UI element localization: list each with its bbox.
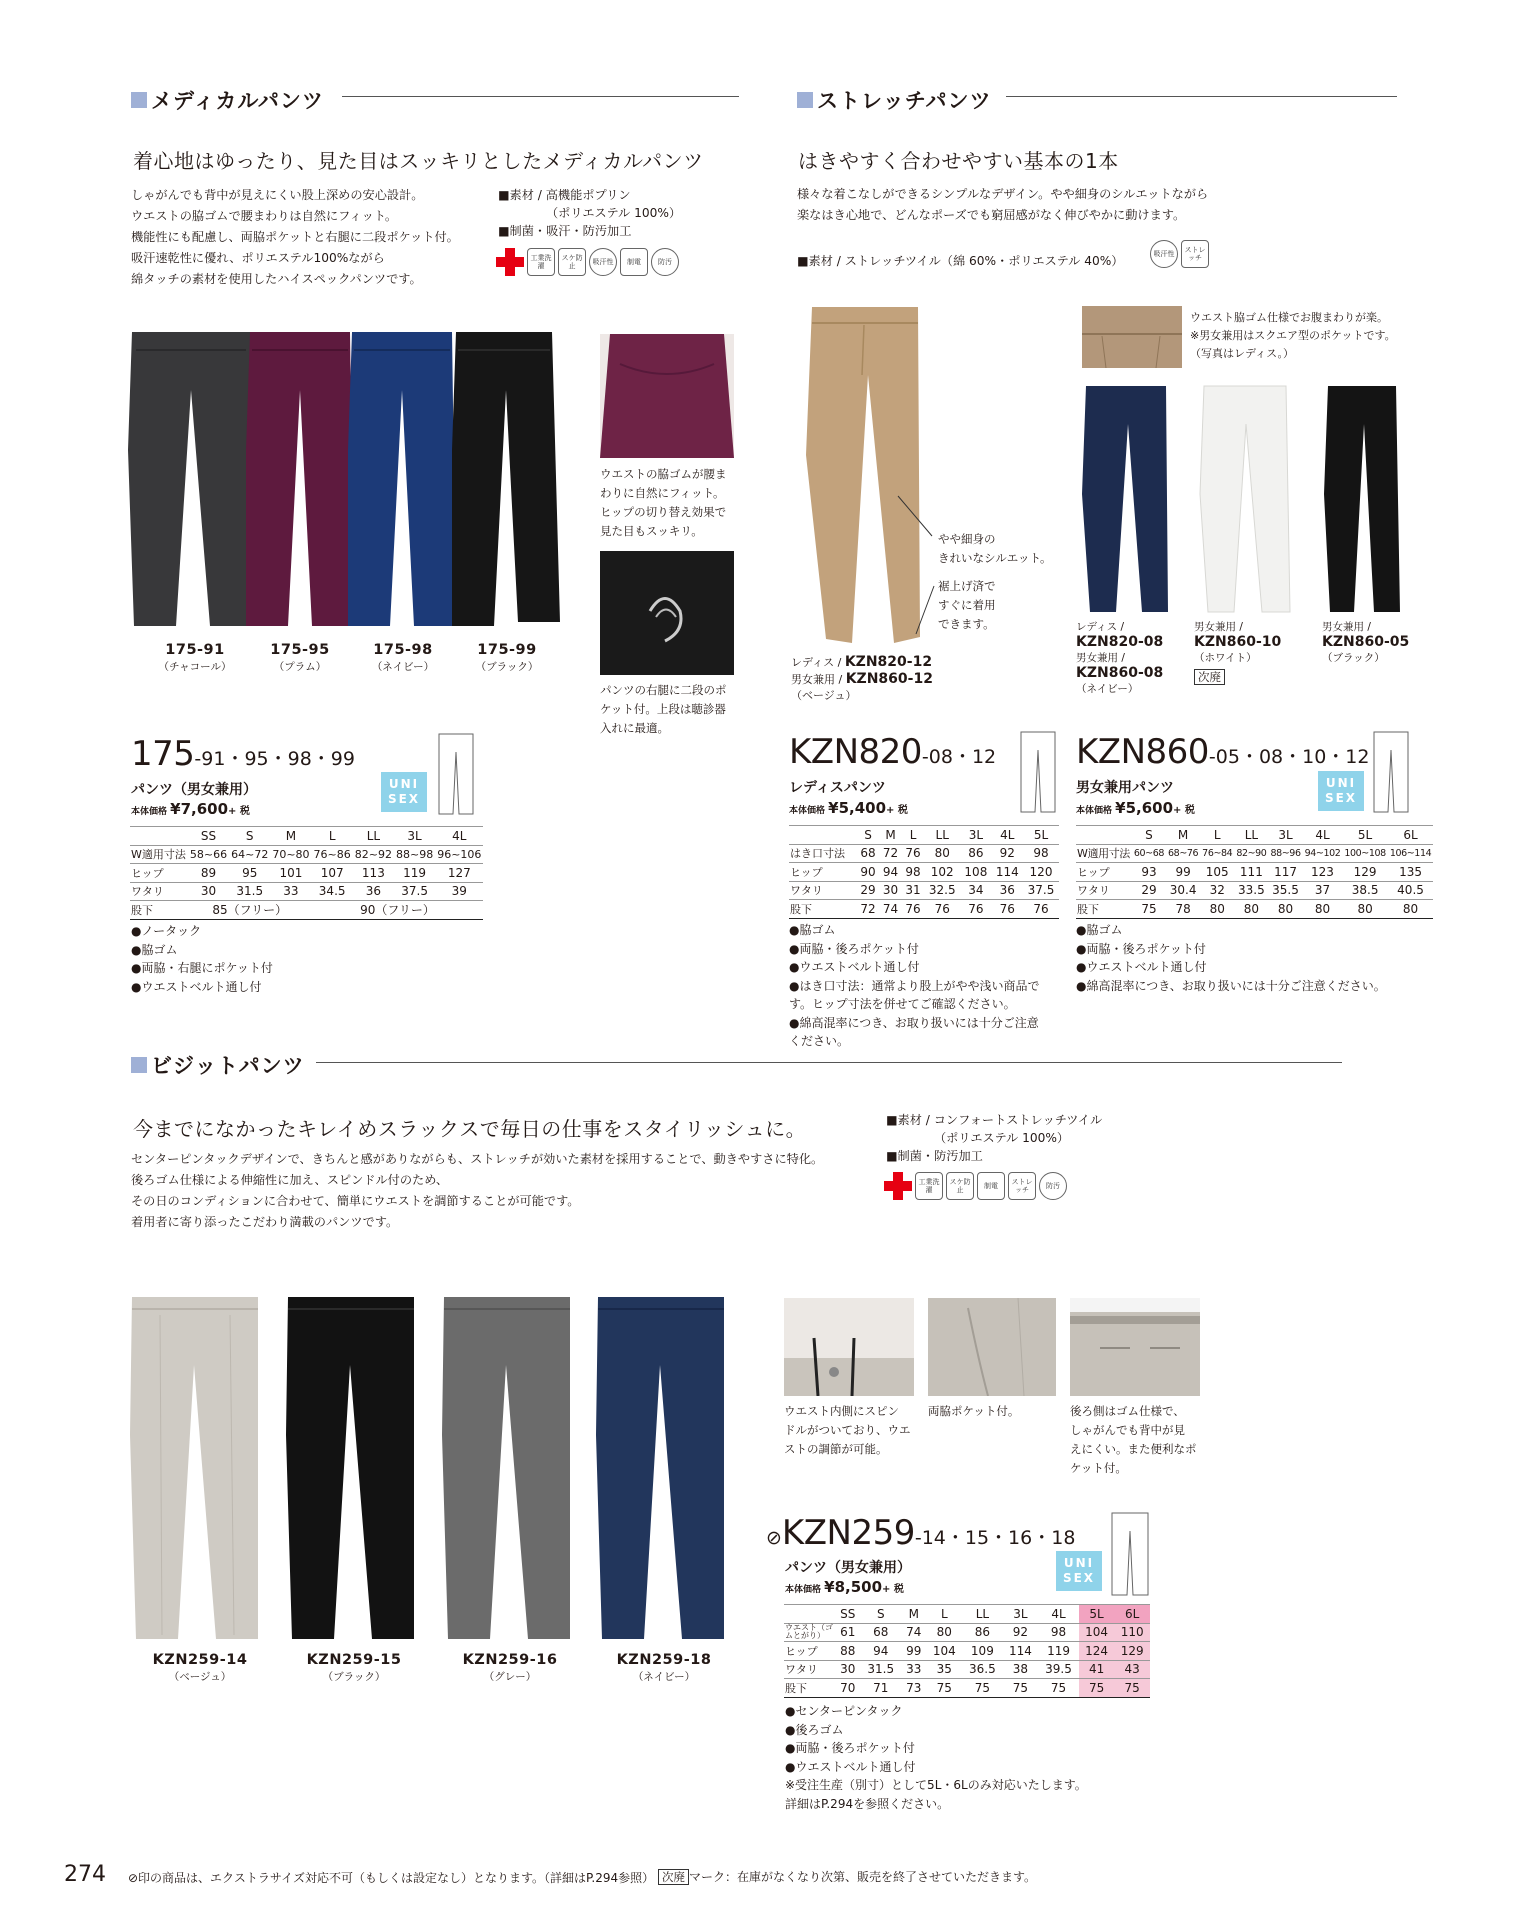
visit-caption-1: KZN259-14 （ベージュ）: [152, 1652, 248, 1683]
sweat-absorb-icon: 吸汗性: [589, 248, 617, 276]
section-rule: [1006, 96, 1397, 97]
pant-kzn860-05: [1324, 386, 1400, 612]
pant-kzn860-10: [1200, 386, 1290, 612]
kzn259-size-table: [784, 1604, 1150, 1698]
stretch-main-note-1: やや細身の きれいなシルエット。: [938, 532, 1052, 565]
kzn860-price: 本体価格 ¥5,600+ 税: [1076, 799, 1195, 817]
section-marker: [131, 92, 147, 108]
table-row: SS S M L LL 3L 4L 5L 6L: [784, 1605, 1150, 1624]
detail-photo-waist: [600, 334, 734, 458]
stretch-icon: ストレッチ: [1008, 1172, 1036, 1200]
table-row: S M L LL 3L 4L 5L: [789, 826, 1059, 845]
kzn820-product-number: KZN820-08・12: [789, 732, 997, 772]
kzn259-features: ●センターピンタック ●後ろゴム ●両脇・後ろポケット付 ●ウエストベルト通し付 ※受注生産（別寸）として5L・6Lのみ対応いたします。 詳細はP.294を参照ください。: [785, 1704, 1087, 1811]
table-row: ワタリ 29 30 31 32.5 34 36 37.5: [789, 881, 1059, 900]
section-title-visit: ビジットパンツ: [131, 1050, 305, 1080]
kzn820-product-name: レディスパンツ: [789, 780, 886, 796]
discontinue-mark: 次廃: [658, 1869, 689, 1885]
stretch-small-caption-2: 男女兼用 / KZN860-10 （ホワイト） 次廃: [1194, 621, 1282, 684]
medical-caption-1: 175-91 （チャコール）: [158, 642, 232, 673]
stretch-small-pants-photos: [1082, 384, 1422, 616]
table-row: 股下 72 74 76 76 76 76 76: [789, 900, 1059, 919]
detail-photo-side-pocket: [928, 1298, 1056, 1396]
pant-kzn820-08: [1082, 386, 1168, 612]
kzn820-size-table: [789, 825, 1059, 919]
stretch-small-caption-3: 男女兼用 / KZN860-05 （ブラック）: [1322, 621, 1410, 664]
pant-175-99: [452, 332, 560, 626]
medical-caption-3: 175-98 （ネイビー）: [371, 642, 435, 673]
stretch-waist-note: ウエスト脇ゴム仕様でお腹まわりが楽。 ※男女兼用はスクエア型のポケットです。 （写真はレディス。）: [1190, 311, 1396, 360]
stretch-waist-photo: [1082, 306, 1182, 368]
sweat-absorb-icon: 吸汗性: [1150, 240, 1178, 268]
pant-175-95: [246, 332, 354, 626]
pant-line-drawing-icon: [1019, 730, 1057, 814]
footer-note-discontinue: 次廃 マーク：在庫がなくなり次第、販売を終了させていただきます。: [658, 1868, 1036, 1885]
kzn860-product-name: 男女兼用パンツ: [1076, 780, 1174, 796]
section-marker: [797, 92, 813, 108]
visit-pants-photos: [130, 1295, 730, 1645]
medical-product-number: 175-91・95・98・99: [131, 734, 355, 774]
stretch-main-note-2: 裾上げ済で すぐに着用 できます。: [938, 579, 996, 631]
medical-pants-photos: [128, 330, 588, 630]
medical-size-table: [130, 826, 483, 920]
visit-body: センターピンタックデザインで、きちんと感がありながらも、ストレッチが効いた素材を採用することで、動きやすさに特化。 後ろゴム仕様による伸縮性に加え、スピンドル付のため、 その日のコンディションに合わせて、簡単にウエストを調節することが可能です。 着用者に寄り添ったこだわり満載のパンツです。: [131, 1152, 824, 1229]
section-marker: [131, 1057, 147, 1073]
section-rule: [316, 1062, 1342, 1063]
table-row: W適用寸法 60~68 68~76 76~84 82~90 88~96 94~102 100~108 106~114: [1076, 844, 1433, 863]
stain-resist-icon: 防汚: [651, 248, 679, 276]
section-title-medical: メディカルパンツ: [131, 85, 324, 115]
table-row: ヒップ 90 94 98 102 108 114 120: [789, 863, 1059, 882]
table-row: ワタリ 29 30.4 32 33.5 35.5 37 38.5 40.5: [1076, 881, 1433, 900]
pant-kzn259-18: [596, 1297, 724, 1639]
table-row: はき口寸法 68 72 76 80 86 92 98: [789, 844, 1059, 863]
detail-note-waist: ウエストの脇ゴムが腰ま わりに自然にフィット。 ヒップの切り替え効果で 見た目もスッキリ。: [600, 467, 727, 538]
sek-cross-icon: [496, 248, 524, 276]
pant-175-91: [128, 332, 256, 626]
visit-caption-4: KZN259-18 （ネイビー）: [616, 1652, 712, 1683]
detail-note-pocket: パンツの右腿に二段のポ ケット付。上段は聴診器 入れに最適。: [600, 683, 727, 735]
visit-material: ■素材 / コンフォートストレッチツイル （ポリエステル 100%） ■制菌・防汚加工: [886, 1113, 1103, 1163]
unisex-badge: UNI SEX: [381, 772, 427, 812]
anti-static-icon: 制電: [977, 1172, 1005, 1200]
stretch-headline: はきやすく合わせやすい基本の1本: [798, 149, 1119, 173]
kzn860-product-number: KZN860-05・08・10・12: [1076, 732, 1370, 772]
detail-note-side-pocket: 両脇ポケット付。: [928, 1404, 1020, 1418]
medical-material: ■素材 / 高機能ポプリン （ポリエステル 100%） ■制菌・吸汗・防汚加工: [498, 188, 682, 238]
table-row: ウエスト（ゴムとがり） 61 68 74 80 86 92 98 104 110: [784, 1623, 1150, 1642]
section-title-stretch: ストレッチパンツ: [797, 85, 992, 115]
medical-body: しゃがんでも背中が見えにくい股上深めの安心設計。 ウエストの脇ゴムで腰まわりは自然にフィット。 機能性にも配慮し、両脇ポケットと右腿に二段ポケット付。 吸汗速乾性に優れ、ポリエステル100%ながら 綿タッチの素材を使用したハイスペックパンツです。: [131, 188, 459, 286]
pant-line-drawing-icon: [437, 732, 475, 816]
medical-caption-2: 175-95 （プラム）: [270, 642, 330, 673]
kzn259-product-name: パンツ（男女兼用）: [785, 1560, 911, 1576]
table-row: W適用寸法 58~66 64~72 70~80 76~86 82~92 88~98 96~106: [130, 845, 483, 864]
detail-note-back-elastic: 後ろ側はゴム仕様で、 しゃがんでも背中が見 えにくい。また便利なポ ケット付。: [1070, 1404, 1197, 1475]
table-row: ワタリ 30 31.5 33 34.5 36 37.5 39: [130, 882, 483, 901]
visit-function-badges: [884, 1172, 1067, 1200]
medical-function-badges: [496, 248, 679, 276]
page-number: 274: [64, 1862, 106, 1887]
visit-caption-3: KZN259-16 （グレー）: [462, 1652, 558, 1683]
section-rule: [342, 96, 739, 97]
pant-kzn259-16: [442, 1297, 570, 1639]
table-row: ヒップ 93 99 105 111 117 123 129 135: [1076, 863, 1433, 882]
stain-resist-icon: 防汚: [1039, 1172, 1067, 1200]
table-row: 股下 70 71 73 75 75 75 75 75 75: [784, 1679, 1150, 1698]
anti-see-through-icon: スケ防止: [558, 248, 586, 276]
unisex-badge: UNI SEX: [1056, 1551, 1102, 1591]
industrial-wash-icon: 工業洗濯: [915, 1172, 943, 1200]
medical-caption-4: 175-99 （ブラック）: [475, 642, 539, 673]
table-row: 股下 75 78 80 80 80 80 80 80: [1076, 900, 1433, 919]
anti-see-through-icon: スケ防止: [946, 1172, 974, 1200]
medical-headline: 着心地はゆったり、見た目はスッキリとしたメディカルパンツ: [133, 149, 704, 173]
kzn820-features: ●脇ゴム ●両脇・後ろポケット付 ●ウエストベルト通し付 ●はき口寸法：通常より股上がやや浅い商品で す。ヒップ寸法を併せてご確認ください。 ●綿高混率につき、お取り扱いには十分ご注意 ください。: [789, 923, 1040, 1048]
discontinue-mark: 次廃: [1194, 669, 1225, 685]
kzn860-size-table: [1076, 825, 1433, 919]
medical-product-name: パンツ（男女兼用）: [131, 782, 257, 798]
pant-kzn259-14: [130, 1297, 258, 1639]
detail-photo-pocket: [600, 551, 734, 675]
kzn860-features: ●脇ゴム ●両脇・後ろポケット付 ●ウエストベルト通し付 ●綿高混率につき、お取り扱いには十分ご注意ください。: [1076, 923, 1386, 993]
industrial-wash-icon: 工業洗濯: [527, 248, 555, 276]
no-extra-size-mark: ⊘: [766, 1527, 782, 1549]
table-row: ワタリ 30 31.5 33 35 36.5 38 39.5 41 43: [784, 1660, 1150, 1679]
pant-kzn259-15: [286, 1297, 414, 1639]
medical-price: 本体価格 ¥7,600+ 税: [131, 800, 250, 818]
pant-line-drawing-icon: [1110, 1511, 1150, 1597]
medical-features: ●ノータック ●脇ゴム ●両脇・右腿にポケット付 ●ウエストベルト通し付: [131, 924, 273, 994]
kzn259-product-number: ⊘KZN259-14・15・16・18: [766, 1513, 1076, 1553]
anti-static-icon: 制電: [620, 248, 648, 276]
pant-175-98: [348, 332, 456, 626]
table-row: S M L LL 3L 4L 5L 6L: [1076, 826, 1433, 845]
table-row: ヒップ 89 95 101 107 113 119 127: [130, 864, 483, 883]
sek-cross-icon: [884, 1172, 912, 1200]
kzn259-price: 本体価格 ¥8,500+ 税: [785, 1578, 904, 1596]
detail-photo-spindle: [784, 1298, 914, 1396]
table-row: ヒップ 88 94 99 104 109 114 119 124 129: [784, 1642, 1150, 1661]
kzn820-price: 本体価格 ¥5,400+ 税: [789, 799, 908, 817]
detail-note-spindle: ウエスト内側にスピン ドルがついており、ウエ ストの調節が可能。: [784, 1404, 911, 1456]
stretch-material: ■素材 / ストレッチツイル（綿 60%・ポリエステル 40%）: [797, 254, 1124, 268]
stretch-main-caption: レディス / KZN820-12 男女兼用 / KZN860-12 （ベージュ）: [791, 654, 933, 702]
detail-photo-back-elastic: [1070, 1298, 1200, 1396]
visit-headline: 今までになかったキレイめスラックスで毎日の仕事をスタイリッシュに。: [133, 1117, 807, 1141]
unisex-badge: UNI SEX: [1318, 771, 1364, 811]
visit-caption-2: KZN259-15 （ブラック）: [306, 1652, 402, 1683]
footer-note-extra-size: ⊘印の商品は、エクストラサイズ対応不可（もしくは設定なし）となります。（詳細はP.294参照）: [128, 1871, 655, 1885]
table-row: SS S M L LL 3L 4L: [130, 827, 483, 846]
stretch-small-caption-1: レディス / KZN820-08 男女兼用 / KZN860-08 （ネイビー）: [1076, 621, 1164, 695]
pant-line-drawing-icon: [1372, 730, 1410, 814]
stretch-body: 様々な着こなしができるシンプルなデザイン。やや細身のシルエットながら 楽なはき心地で、どんなポーズでも窮屈感がなく伸びやかに動けます。: [797, 187, 1209, 222]
stretch-icon: ストレッチ: [1181, 240, 1209, 268]
annotation-lines: [890, 490, 940, 640]
stretch-function-badges: [1150, 240, 1209, 268]
table-row: 股下 85（フリー） 90（フリー）: [130, 901, 483, 920]
